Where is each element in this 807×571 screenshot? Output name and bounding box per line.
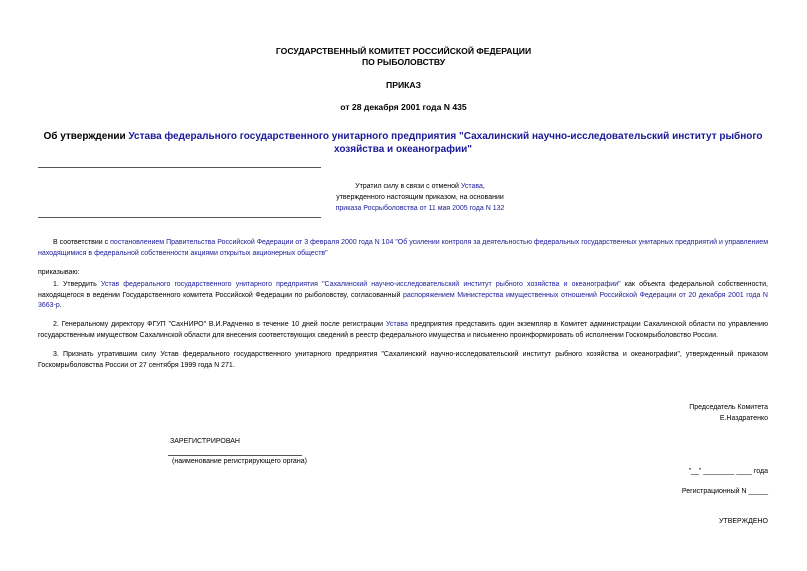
status-charter-link[interactable]: Устава [460, 183, 483, 190]
government-decree-link[interactable]: постановлением Правительства Российской Федерации от 3 февраля 2000 года N 104 "Об усилении контроля за деятельностью федеральных государственных унитарных предприятий и управлением находящимися в федеральной собственности акциями открытых акционерных обществ" [38, 239, 769, 257]
registration-date-line: "__" ________ ____ года [688, 468, 768, 475]
paragraph-1: 1. Утвердить Устав федерального государственного унитарного предприятия "Сахалинский научно-исследовательский институт рыбного хозяйства и океанографии" как объекта федеральной собственности, находящегося в ведении Государственного комитета Российской Федерации по рыболовству, согласованный распоряжением Министерства имущественных отношений Российской Федерации от 20 декабря 2001 года N 3663-р. [38, 281, 768, 309]
registered-label: ЗАРЕГИСТРИРОВАН [170, 438, 240, 445]
document-type: ПРИКАЗ [386, 80, 421, 90]
committee-name-line2: ПО РЫБОЛОВСТВУ [361, 57, 446, 67]
status-note-line2: утвержденного настоящим приказом, на основании [336, 194, 504, 201]
signature-block [518, 403, 768, 424]
status-note-line1: Утратил силу в связи с отменой Устава, [355, 183, 485, 190]
paragraph-2: 2. Генеральному директору ФГУП "СахНИРО" В.И.Радченко в течение 10 дней после регистрации Устава предприятия представить один экземпляр в Комитет администрации Сахалинской области по управлению государственным имуществом Сахалинской области для внесения соответствующих сведений в реестр федерального имущества и письменно проинформировать об исполнении Госкомрыболовство России. [38, 321, 769, 339]
divider-top [38, 167, 321, 168]
subject-prefix: Об утверждении [43, 131, 129, 142]
order-word: приказываю: [38, 269, 80, 276]
document-date-number: от 28 декабря 2001 года N 435 [340, 102, 467, 112]
preamble-paragraph: В соответствии с постановлением Правительства Российской Федерации от 3 февраля 2000 года N 104 "Об усилении контроля за деятельностью федеральных государственных унитарных предприятий и управлением находящимися в федеральной собственности акциями открытых акционерных обществ" [38, 239, 769, 257]
signature-name: Е.Наздратенко [719, 414, 768, 422]
signature-title: Председатель Комитета [689, 404, 768, 411]
charter-link-2[interactable]: Устава [385, 321, 408, 328]
document-subject [38, 131, 768, 156]
approved-label: УТВЕРЖДЕНО [718, 518, 768, 525]
paragraph-3: 3. Признать утратившим силу Устав федерального государственного унитарного предприятия "Сахалинский научно-исследовательский институт рыбного хозяйства и океанографии", утвержденный приказом Госкомрыболовства России от 27 сентября 1999 года N 271. [38, 351, 768, 369]
ministry-order-link[interactable]: распоряжением Министерства имущественных отношений Российской Федерации от 20 декабря 2001 года N 3663-р [38, 291, 768, 309]
subject-charter-link[interactable]: Устава федерального государственного унитарного предприятия "Сахалинский научно-исследовательский институт рыбного хозяйства и океанографии" [128, 131, 763, 155]
registration-organ-line [168, 455, 302, 456]
committee-name-line1: ГОСУДАРСТВЕННЫЙ КОМИТЕТ РОССИЙСКОЙ ФЕДЕРАЦИИ [275, 46, 532, 56]
charter-link[interactable]: Устав федерального государственного унитарного предприятия "Сахалинский научно-исследовательский институт рыбного хозяйства и океанографии" [100, 281, 621, 288]
status-note [230, 181, 610, 214]
status-order-link[interactable]: приказа Росрыболовства от 11 мая 2005 года N 132 [335, 205, 505, 212]
registration-number-line: Регистрационный N _____ [681, 488, 768, 495]
divider-bottom [38, 217, 321, 218]
registration-organ-caption: (наименование регистрирующего органа) [172, 458, 307, 465]
